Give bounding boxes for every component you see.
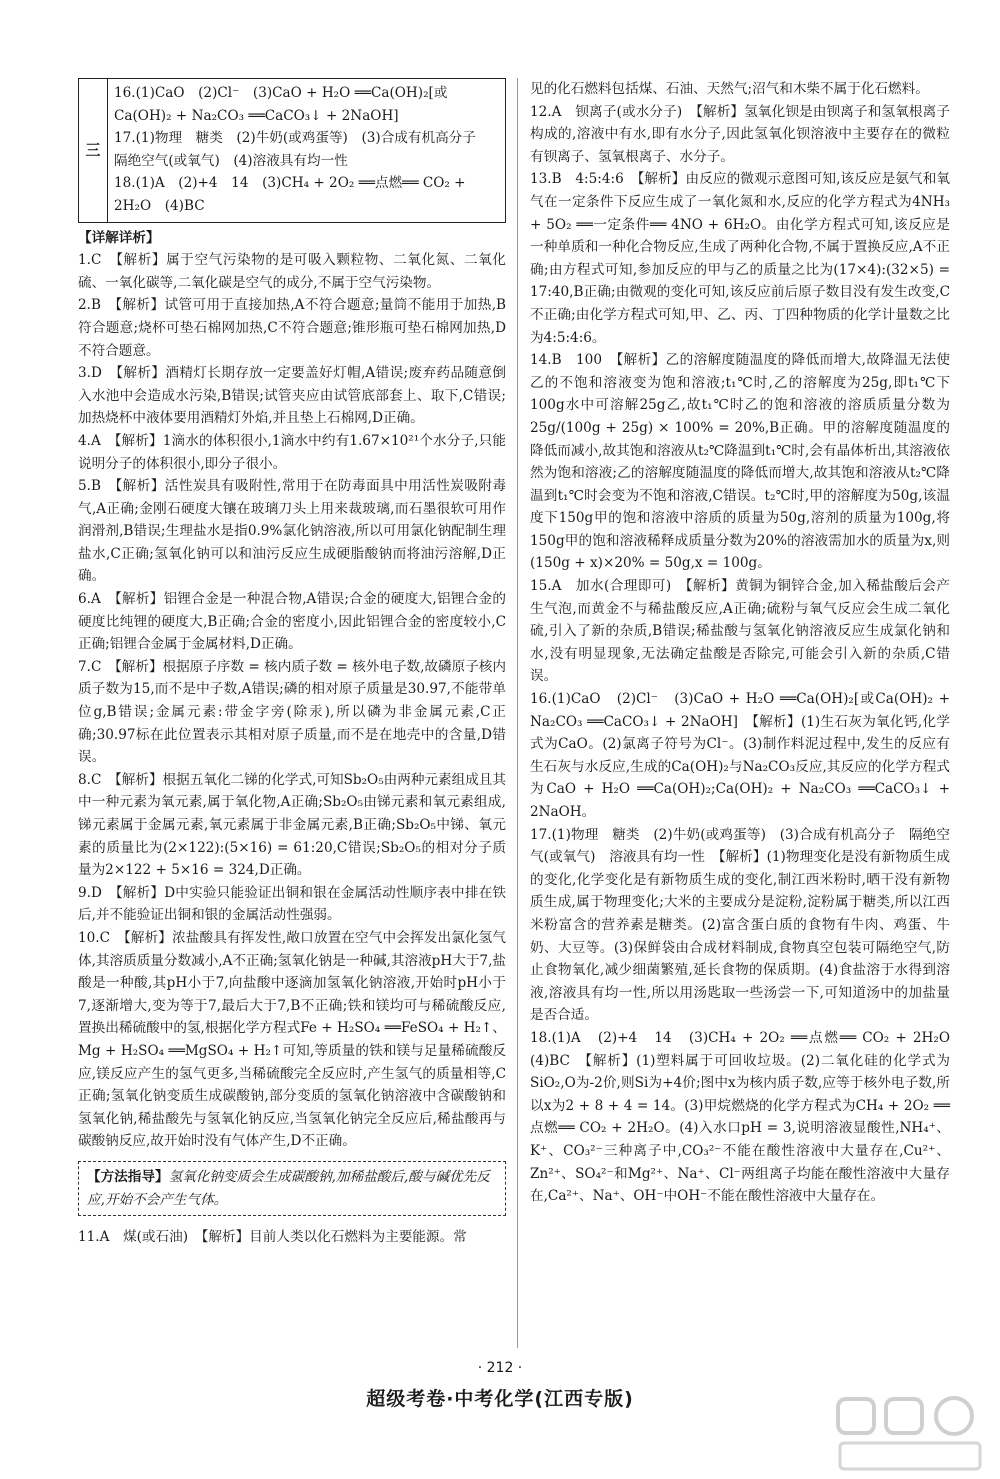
question-explanation: 17.(1)物理 糖类 (2)牛奶(或鸡蛋等) (3)合成有机高分子 隔绝空气(或氧气) 溶液具有均一性 【解析】(1)物理变化是没有新物质生成的变化,化学变化是有新物质生成的变化,制江西米粉时,晒干没有新物质生成,属于物理变化;大米的主要成分是淀粉,淀粉属于糖类,所以江西米粉富含的营养素是糖类。(2)富含蛋白质的食物有牛肉、鸡蛋、牛奶、大豆等。(3)保鲜袋由合成材料制成,食物真空包装可隔绝空气,防止食物氧化,减少细菌繁殖,延长食物的保质期。(4)食盐溶于水得到溶液,溶液具有均一性,所以用汤匙取一些汤尝一下,可知道汤中的加盐量是否合适。 <box>530 826 950 1024</box>
question-explanation: 11.A 煤(或石油) 【解析】目前人类以化石燃料为主要能源。常 <box>78 1229 467 1246</box>
question-explanation: 1.C 【解析】属于空气污染物的是可吸入颗粒物、二氧化氮、二氧化硫、一氧化碳等,二氧化碳是空气的成分,不属于空气污染物。 <box>78 252 506 291</box>
answer-summary-box <box>78 78 506 223</box>
question-explanation: 见的化石燃料包括煤、石油、天然气;沼气和木柴不属于化石燃料。 <box>530 81 929 97</box>
question-explanation: 9.D 【解析】D中实验只能验证出铜和银在金属活动性顺序表中排在铁后,并不能验证出铜和银的金属活动性强弱。 <box>78 884 506 924</box>
question-explanation: 7.C 【解析】根据原子序数 = 核内质子数 = 核外电子数,故磷原子核内质子数为15,而不是中子数,A错误;磷的相对原子质量是30.97,不能带单位g,B错误;金属元素:带金字旁(除汞),所以磷为非金属元素,C正确;30.97标在此位置表示其相对原子质量,而不是在地壳中的含量,D错误。 <box>78 658 506 766</box>
question-explanation: 8.C 【解析】根据五氧化二锑的化学式,可知Sb₂O₅由两种元素组成且其中一种元素为氧元素,属于氧化物,A正确;Sb₂O₅由锑元素和氧元素组成,锑元素属于金属元素,氧元素属于非金属元素,B正确;Sb₂O₅中锑、氧元素的质量比为(2×122):(5×16) = 61:20,C错误;Sb₂O₅的相对分子质量为2×122 + 5×16 = 324,D正确。 <box>78 771 506 879</box>
answer-item-16: 16.(1)CaO (2)Cl⁻ (3)CaO + H₂O ══Ca(OH)₂[或Ca(OH)₂ + Na₂CO₃ ══CaCO₃↓ + 2NaOH] <box>114 85 448 124</box>
question-explanation: 16.(1)CaO (2)Cl⁻ (3)CaO + H₂O ══Ca(OH)₂[或Ca(OH)₂ + Na₂CO₃ ══CaCO₃↓ + 2NaOH] 【解析】(1)生石灰为氧化钙,化学式为CaO。(2)氯离子符号为Cl⁻。(3)制作料泥过程中,发生的反应有生石灰与水反应,生成的Ca(OH)₂与Na₂CO₃反应,其反应的化学方程式为CaO + H₂O ══Ca(OH)₂;Ca(OH)₂ + Na₂CO₃ ══CaCO₃↓ + 2NaOH。 <box>530 691 950 820</box>
book-title: 超级考卷·中考化学(江西专版) <box>366 1388 634 1410</box>
question-explanation: 2.B 【解析】试管可用于直接加热,A不符合题意;量筒不能用于加热,B符合题意;烧杯可垫石棉网加热,C不符合题意;锥形瓶可垫石棉网加热,D不符合题意。 <box>78 297 506 359</box>
section-title: 【详解详析】 <box>78 229 160 246</box>
question-explanation: 5.B 【解析】活性炭具有吸附性,常用于在防毒面具中用活性炭吸附毒气,A正确;金刚石硬度大镶在玻璃刀头上用来裁玻璃,而石墨很软可用作润滑剂,B错误;生理盐水是指0.9%氯化钠溶液,所以可用氯化钠配制生理盐水,C正确;氢氧化钠可以和油污反应生成硬脂酸钠而将油污溶解,D正确。 <box>78 478 506 585</box>
question-explanation: 6.A 【解析】铝锂合金是一种混合物,A错误;合金的硬度大,铝锂合金的硬度比纯锂的硬度大,B正确;合金的密度小,因此铝锂合金的密度较小,C正确;铝锂合金属于金属材料,D正确。 <box>78 591 506 653</box>
method-tip-tag: 【方法指导】 <box>87 1168 169 1185</box>
method-tip-text: 氢氧化钠变质会生成碳酸钠,加稀盐酸后,酸与碱优先反应,开始不会产生气体。 <box>87 1168 490 1208</box>
question-explanation: 13.B 4:5:4:6 【解析】由反应的微观示意图可知,该反应是氨气和氧气在一定条件下反应生成了一氧化氮和水,反应的化学方程式为4NH₃ + 5O₂ ══一定条件══ 4NO + 6H₂O。由化学方程式可知,该反应是一种单质和一种化合物反应,生成了两种化合物,不属于置换反应,A不正确;由方程式可知,参加反应的甲与乙的质量之比为(17×4):(32×5) = 17:40,B正确;由微观的变化可知,该反应前后原子数目没有发生改变,C不正确;由化学方程式可知,甲、乙、丙、丁四种物质的化学计量数之比为4:5:4:6。 <box>530 171 950 346</box>
question-explanation: 4.A 【解析】1滴水的体积很小,1滴水中约有1.67×10²¹个水分子,只能说明分子的体积很小,即分子很小。 <box>78 432 506 472</box>
answer-box-side-label: 三 <box>78 79 108 222</box>
question-explanation: 10.C 【解析】浓盐酸具有挥发性,敞口放置在空气中会挥发出氯化氢气体,其溶质质量分数减小,A不正确;氢氧化钠是一种碱,其溶液pH大于7,盐酸是一种酸,其pH小于7,向盐酸中逐滴加氢氧化钠溶液,开始时pH小于7,逐渐增大,变为等于7,最后大于7,B不正确;铁和镁均可与稀硫酸反应,置换出稀硫酸中的氢,根据化学方程式Fe + H₂SO₄ ══FeSO₄ + H₂↑、Mg + H₂SO₄ ══MgSO₄ + H₂↑可知,等质量的铁和镁与足量稀硫酸反应,镁反应产生的氢气更多,当稀硫酸完全反应时,产生氢气的质量相等,C正确;氢氧化钠变质生成碳酸钠,部分变质的氢氧化钠溶液中含碳酸钠和氢氧化钠,稀盐酸先与氢氧化钠反应,当氢氧化钠完全反应后,稀盐酸再与碳酸钠反应,故开始时没有气体产生,D不正确。 <box>78 929 506 1150</box>
answer-item-17: 17.(1)物理 糖类 (2)牛奶(或鸡蛋等) (3)合成有机高分子 隔绝空气(或氧气) (4)溶液具有均一性 <box>114 130 490 169</box>
column-divider <box>517 78 518 1348</box>
method-tip-box <box>78 1161 506 1216</box>
question-explanation: 3.D 【解析】酒精灯长期存放一定要盖好灯帽,A错误;废弃药品随意倒入水池中会造成水污染,B错误;试管夹应由试管底部套上、取下,C错误;加热烧杯中液体要用酒精灯外焰,并且垫上石棉网,D正确。 <box>78 365 506 427</box>
right-column <box>530 78 964 1208</box>
question-explanation: 18.(1)A (2)+4 14 (3)CH₄ + 2O₂ ══点燃══ CO₂ + 2H₂O (4)BC 【解析】(1)塑料属于可回收垃圾。(2)二氧化硅的化学式为SiO₂,O为-2价,则Si为+4价;图中x为核内质子数,应等于核外电子数,所以x为2 + 8 + 4 = 14。(3)甲烷燃烧的化学方程式为CH₄ + 2O₂ ══点燃══ CO₂ + 2H₂O。(4)入水口pH = 3,说明溶液显酸性,NH₄⁺、K⁺、CO₃²⁻三种离子中,CO₃²⁻不能在酸性溶液中大量存在,Cu²⁺、Zn²⁺、SO₄²⁻和Mg²⁺、Na⁺、Cl⁻两组离子均能在酸性溶液中大量存在,Ca²⁺、Na⁺、OH⁻中OH⁻不能在酸性溶液中大量存在。 <box>530 1029 964 1205</box>
answer-item-18: 18.(1)A (2)+4 14 (3)CH₄ + 2O₂ ══点燃══ CO₂ + 2H₂O (4)BC <box>114 175 466 214</box>
page-number: · 212 · <box>477 1360 523 1376</box>
question-explanation: 12.A 钡离子(或水分子) 【解析】氢氧化钡是由钡离子和氢氧根离子构成的,溶液中有水,即有水分子,因此氢氧化钡溶液中主要存在的微粒有钡离子、氢氧根离子、水分子。 <box>530 103 950 165</box>
question-explanation: 14.B 100 【解析】乙的溶解度随温度的降低而增大,故降温无法使乙的不饱和溶液变为饱和溶液;t₁℃时,乙的溶解度为25g,即t₁℃下100g水中可溶解25g乙,故t₁℃时乙的饱和溶液的溶质质量分数为 25g/(100g + 25g) × 100% = 20%,B正确。甲的溶解度随温度的降低而减小,故其饱和溶液从t₂℃降温到t₁℃时,会有晶体析出,其溶液依然为饱和溶液;乙的溶解度随温度的降低而增大,故其饱和溶液从t₂℃降温到t₁℃时会变为不饱和溶液,C错误。t₂℃时,甲的溶解度为50g,该温度下150g甲的饱和溶液中溶质的质量为50g,溶剂的质量为100g,将150g甲的饱和溶液稀释成质量分数为20%的溶液需加水的质量为x,则(150g + x)×20% = 50g,x = 100g。 <box>530 352 950 572</box>
watermark-logo <box>830 1395 990 1475</box>
left-column <box>78 78 506 1249</box>
question-explanation: 15.A 加水(合理即可) 【解析】黄铜为铜锌合金,加入稀盐酸后会产生气泡,而黄金不与稀盐酸反应,A正确;硫粉与氧气反应会生成二氧化硫,引入了新的杂质,B错误;稀盐酸与氢氧化钠溶液反应生成氯化钠和水,没有明显现象,无法确定盐酸是否除完,可能会引入新的杂质,C错误。 <box>530 578 950 685</box>
